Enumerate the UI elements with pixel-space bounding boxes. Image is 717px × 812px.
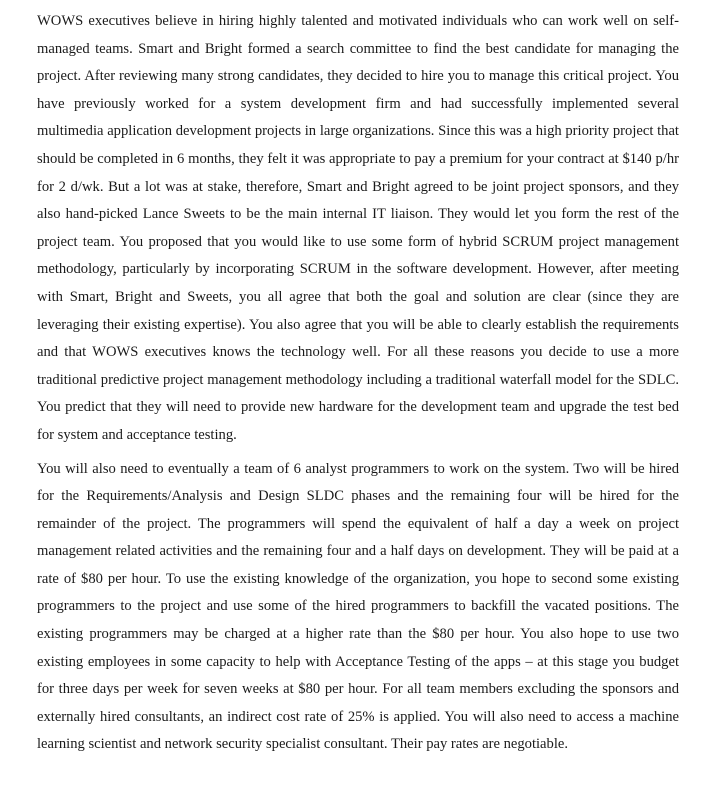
document-body xyxy=(37,8,679,759)
paragraph-analyst-programmers-team: You will also need to eventually a team of 6 analyst programmers to work on the system. Two will be hired for the Requirements/Analysis and Design SLDC phases and the remaining four will be hired for the remainder of the project. The programmers will spend the equivalent of half a day a week on project management related activities and the remaining four and a half days on development. They will be paid at a rate of $80 per hour. To use the existing knowledge of the organization, you hope to second some existing programmers to the project and use some of the hired programmers to backfill the vacated positions. The existing programmers may be charged at a higher rate than the $80 per hour. You also hope to use two existing employees in some capacity to help with Acceptance Testing of the apps – at this stage you budget for three days per week for seven weeks at $80 per hour. For all team members excluding the sponsors and externally hired consultants, an indirect cost rate of 25% is applied. You will also need to access a machine learning scientist and network security specialist consultant. Their pay rates are negotiable. xyxy=(37,460,679,753)
paragraph-project-manager-hiring: WOWS executives believe in hiring highly talented and motivated individuals who can work well on self-managed teams. Smart and Bright formed a search committee to find the best candidate for managing the project. After reviewing many strong candidates, they decided to hire you to manage this critical project. You have previously worked for a system development firm and had successfully implemented several multimedia application development projects in large organizations. Since this was a high priority project that should be completed in 6 months, they felt it was appropriate to pay a premium for your contract at $140 p/hr for 2 d/wk. But a lot was at stake, therefore, Smart and Bright agreed to be joint project sponsors, and they also hand-picked Lance Sweets to be the main internal IT liaison. They would let you form the rest of the project team. You proposed that you would like to use some form of hybrid SCRUM project management methodology, particularly by incorporating SCRUM in the software development. However, after meeting with Smart, Bright and Sweets, you all agree that both the goal and solution are clear (since they are leveraging their existing expertise). You also agree that you will be able to clearly establish the requirements and that WOWS executives knows the technology well. For all these reasons you decide to use a more traditional predictive project management methodology including a traditional waterfall model for the SDLC. You predict that they will need to provide new hardware for the development team and upgrade the test bed for system and acceptance testing. xyxy=(37,13,679,443)
